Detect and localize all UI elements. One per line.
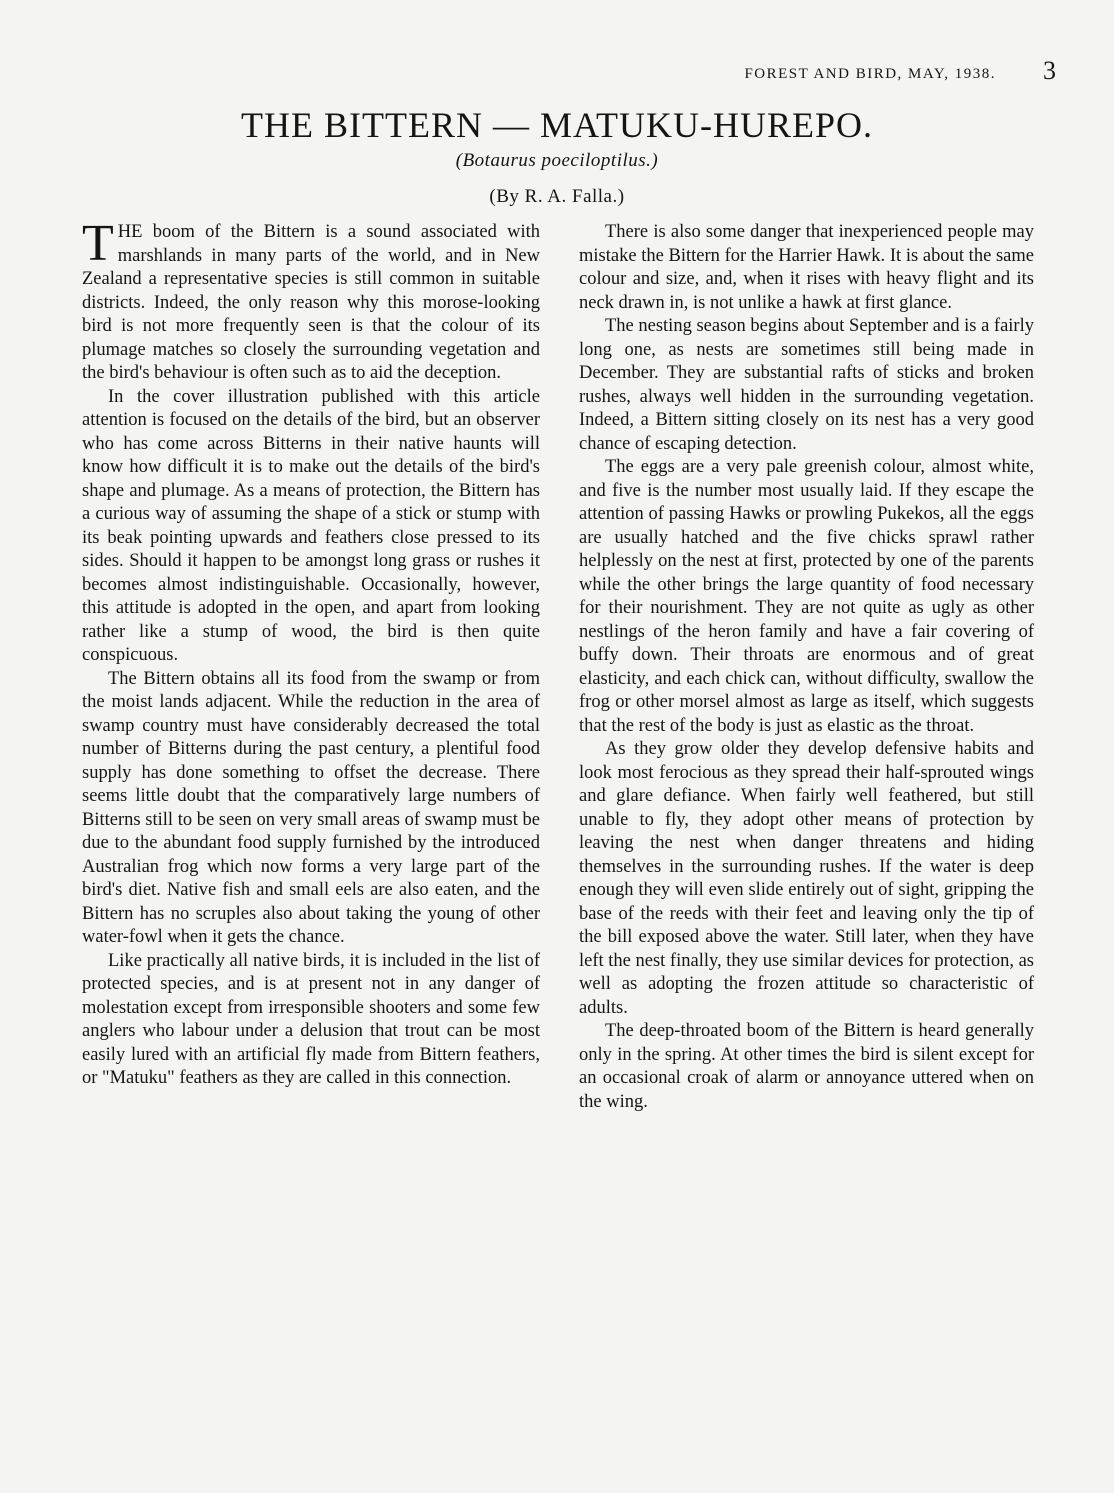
article-title: THE BITTERN — MATUKU-HUREPO. bbox=[241, 105, 873, 145]
right-column bbox=[579, 221, 1034, 1114]
page-header bbox=[0, 56, 1114, 100]
paragraph: The nesting season begins about September and is a fairly long one, as nests are sometimes still being made in December. They are substantial rafts of sticks and broken rushes, always well hidden in the surrounding vegetation. Indeed, a Bittern sitting closely on its nest has a very good chance of escaping detection. bbox=[579, 316, 1034, 454]
paragraph: In the cover illustration published with this article attention is focused on the details of the bird, but an observer who has come across Bitterns in their native haunts will know how difficult it is to make out the details of the bird's shape and plumage. As a means of protection, the Bittern has a curious way of assuming the shape of a stick or stump with its beak pointing upwards and feathers close pressed to its sides. Should it happen to be amongst long grass or rushes it becomes almost indistinguishable. Occasionally, however, this attitude is adopted in the open, and apart from looking rather like a stump of wood, the bird is then quite conspicuous. bbox=[82, 386, 540, 665]
byline: (By R. A. Falla.) bbox=[489, 186, 625, 207]
paragraph: The Bittern obtains all its food from the swamp or from the moist lands adjacent. While the reduction in the area of swamp country must have considerably decreased the total number of Bitterns during the past century, a plentiful food supply has done something to offset the decrease. There seems little doubt that the comparatively large numbers of Bitterns still to be seen on very small areas of swamp must be due to the abundant food supply furnished by the introduced Australian frog which now forms a very large part of the bird's diet. Native fish and small eels are also eaten, and the Bittern has no scruples also about taking the young of other water-fowl when it gets the chance. bbox=[82, 668, 540, 947]
first-paragraph bbox=[82, 215, 540, 386]
page-number: 3 bbox=[1043, 56, 1056, 85]
left-column bbox=[82, 215, 540, 1091]
scientific-name: (Botaurus poeciloptilus.) bbox=[455, 150, 659, 171]
first-paragraph-text: HE boom of the Bittern is a sound associated with marshlands in many parts of the world, and in New Zealand a representative species is still common in suitable districts. Indeed, the only reason why this morose-looking bird is not more frequently seen is that the colour of its plumage matches so closely the surrounding vegetation and the bird's behaviour is often such as to aid the deception. bbox=[82, 222, 540, 383]
paragraph: There is also some danger that inexperienced people may mistake the Bittern for the Harrier Hawk. It is about the same colour and size, and, when it rises with heavy flight and its neck drawn in, is not unlike a hawk at first glance. bbox=[579, 222, 1034, 313]
paragraph: As they grow older they develop defensive habits and look most ferocious as they spread their half-sprouted wings and glare defiance. When fairly well feathered, but still unable to fly, they adopt other means of protection by leaving the nest when danger threatens and hiding themselves in the surrounding rushes. If the water is deep enough they will even slide entirely out of sight, gripping the base of the reeds with their feet and leaving only the tip of the bill exposed above the water. Still later, when they have left the nest finally, they use similar devices for protection, as well as adopting the frozen attitude so characteristic of adults. bbox=[579, 739, 1034, 1018]
drop-cap: T bbox=[82, 215, 114, 272]
paragraph: The deep-throated boom of the Bittern is heard generally only in the spring. At other times the bird is silent except for an occasional croak of alarm or annoyance uttered when on the wing. bbox=[579, 1021, 1034, 1112]
paragraph: Like practically all native birds, it is included in the list of protected species, and is at present not in any danger of molestation except from irresponsible shooters and some few anglers who labour under a delusion that trout can be most easily lured with an artificial fly made from Bittern feathers, or "Matuku" feathers as they are called in this connection. bbox=[82, 950, 540, 1088]
running-head: FOREST AND BIRD, MAY, 1938. bbox=[744, 66, 996, 82]
paragraph: The eggs are a very pale greenish colour, almost white, and five is the number most usually laid. If they escape the attention of passing Hawks or prowling Pukekos, all the eggs are usually hatched and the five chicks sprawl rather helplessly on the nest at first, protected by one of the parents while the other brings the large quantity of food necessary for their nourishment. They are not quite as ugly as other nestlings of the heron family and have a fair covering of buffy down. Their throats are enormous and of great elasticity, and each chick can, without difficulty, swallow the frog or other morsel almost as large as itself, which suggests that the rest of the body is just as elastic as the throat. bbox=[579, 457, 1034, 736]
